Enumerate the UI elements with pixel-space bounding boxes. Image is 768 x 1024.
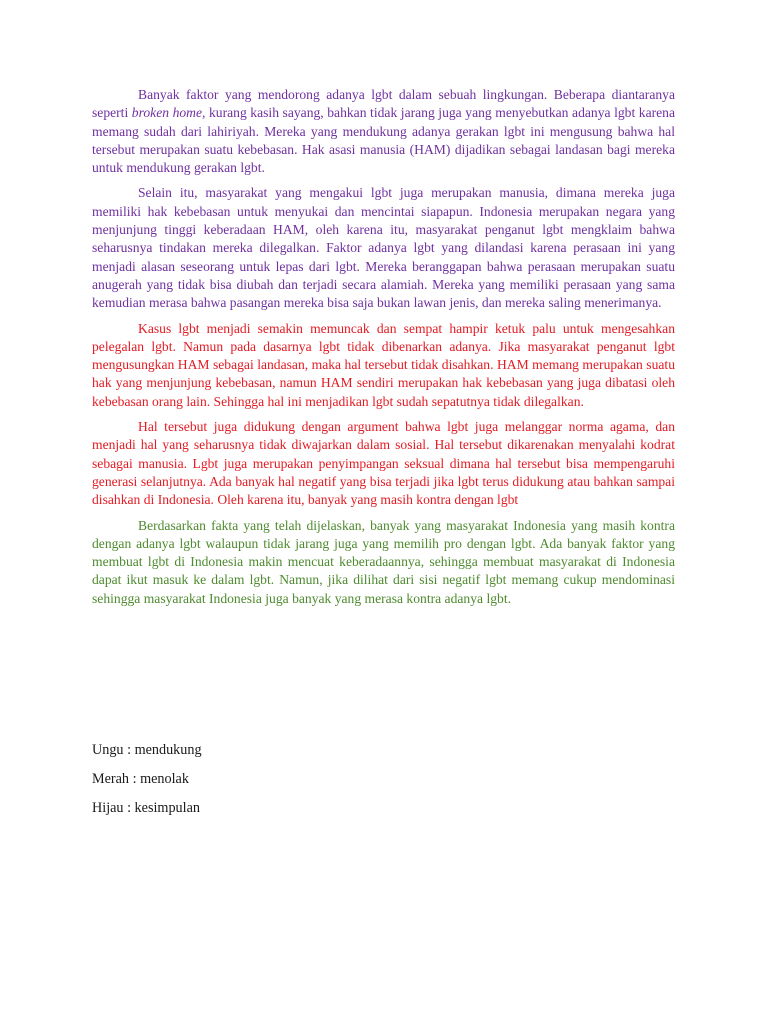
paragraph-5: Berdasarkan fakta yang telah dijelaskan, banyak yang masyarakat Indonesia yang masih kontra dengan adanya lgbt walaupun tidak jarang juga yang memilih pro dengan lgbt. Ada banyak faktor yang membuat lgbt di Indonesia makin mencuat keberadaannya, sehingga membuat masyarakat di Indonesia dapat ikut masuk ke dalam lgbt. Namun, jika dilihat dari sisi negatif lgbt memang cukup mendominasi sehingga masyarakat Indonesia juga banyak yang merasa kontra adanya lgbt.	[92, 517, 675, 606]
paragraph-1-text-end: , kurang kasih sayang, bahkan tidak jarang juga yang menyebutkan adanya lgbt karena memang sudah dari lahiriyah. Mereka yang mendukung adanya gerakan lgbt ini mengusung bahwa hal tersebut merupakan suatu kebebasan. Hak asasi manusia (HAM) dijadikan sebagai landasan bagi mereka untuk mendukung gerakan lgbt.	[92, 105, 675, 176]
legend-green: Hijau : kesimpulan	[92, 800, 200, 816]
paragraph-4: Hal tersebut juga didukung dengan argument bahwa lgbt juga melanggar norma agama, dan menjadi hal yang seharusnya tidak diwajarkan dalam sosial. Hal tersebut dikarenakan menyalahi kodrat sebagai manusia. Lgbt juga merupakan penyimpangan seksual dimana hal tersebut bisa mempengaruhi generasi selanjutnya. Ada banyak hal negatif yang bisa terjadi jika lgbt terus didukung atau bahkan sampai disahkan di Indonesia. Oleh karena itu, banyak yang masih kontra dengan lgbt	[92, 419, 675, 508]
paragraph-1	[92, 86, 675, 177]
italic-phrase: broken home	[131, 105, 203, 121]
paragraph-1-text-start: Banyak faktor yang mendorong adanya lgbt dalam sebuah lingkungan. Beberapa diantaranya seperti	[92, 87, 675, 121]
paragraph-2: Selain itu, masyarakat yang mengakui lgbt juga merupakan manusia, dimana mereka juga memiliki hak kebebasan untuk menyukai dan mencintai siapapun. Indonesia merupakan negara yang menjunjung tinggi keberadaan HAM, oleh karena itu, masyarakat penganut lgbt mengklaim bahwa seharusnya tindakan mereka dilegalkan. Faktor adanya lgbt yang dilandasi karena perasaan ini yang menjadi alasan seseorang untuk lepas dari lgbt. Mereka beranggapan bahwa perasaan merupakan suatu anugerah yang tidak bisa diubah dan terjadi secara alamiah. Mereka yang memiliki perasaan yang sama kemudian merasa bahwa pasangan mereka bisa saja bukan lawan jenis, dan mereka saling menerimanya.	[92, 185, 675, 311]
paragraph-3: Kasus lgbt menjadi semakin memuncak dan sempat hampir ketuk palu untuk mengesahkan pelegalan lgbt. Namun pada dasarnya lgbt tidak dibenarkan adanya. Jika masyarakat penganut lgbt mengusungkan HAM sebagai landasan, maka hal tersebut tidak disahkan. HAM memang merupakan suatu hak yang menjunjung kebebasan, namun HAM sendiri merupakan hak kebebasan yang juga dibatasi oleh kebebasan orang lain. Sehingga hal ini menjadikan lgbt sudah sepatutnya tidak dilegalkan.	[92, 320, 675, 409]
legend-red: Merah : menolak	[92, 771, 189, 787]
document-body	[92, 86, 675, 615]
color-legend	[92, 741, 202, 828]
legend-purple: Ungu : mendukung	[92, 742, 202, 758]
